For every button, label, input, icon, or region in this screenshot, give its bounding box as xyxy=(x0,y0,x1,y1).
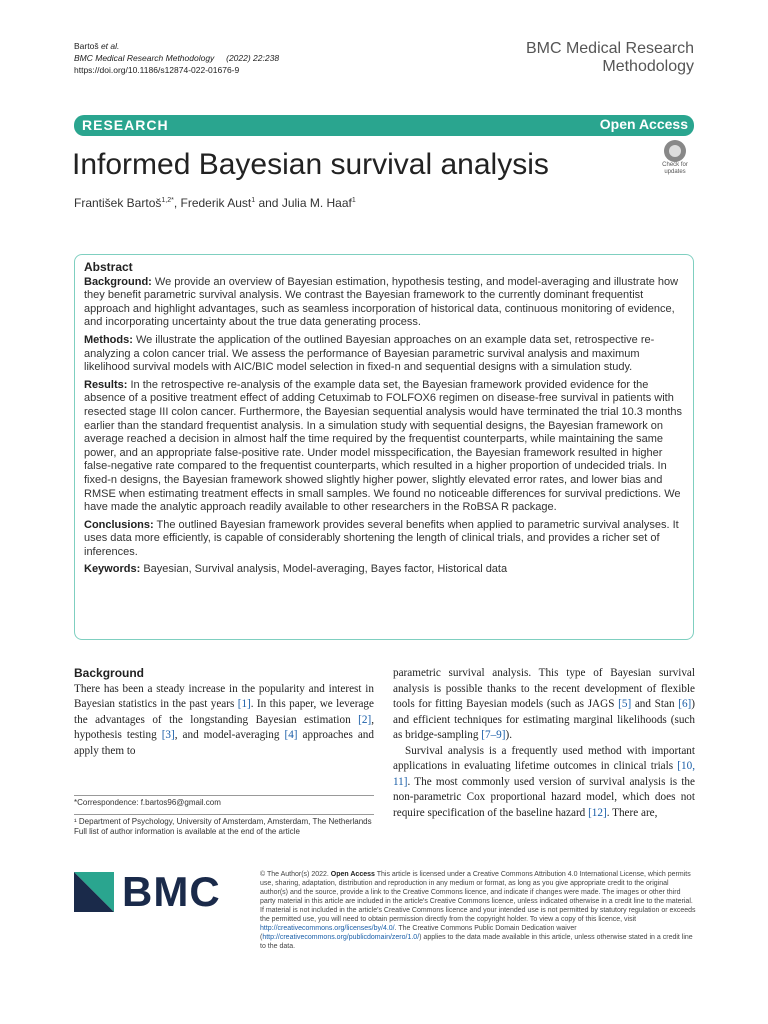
full-author-list-note: Full list of author information is available at the end of the article xyxy=(74,827,300,836)
text-run: . In this paper, we leverage the advantages of the longstanding Bayesian estimation xyxy=(74,698,374,726)
body-paragraph xyxy=(74,682,374,760)
brand-line1: BMC Medical Research xyxy=(525,40,694,57)
keywords-text: Bayesian, Survival analysis, Model-averaging, Bayes factor, Historical data xyxy=(143,563,508,576)
methods-text: We illustrate the application of the outlined Bayesian approaches on an example data set, retrospective re-analyzing a colon cancer trial. We assess the performance of Bayesian parametric survival analysis and maximum likelihood survival models with AIC/BIC model selection in fixed-n and sequential designs with a simulation study. xyxy=(84,333,655,374)
footnote-rule xyxy=(74,814,374,815)
citation-link[interactable]: [2] xyxy=(358,713,372,726)
article-type-label: RESEARCH xyxy=(82,117,169,133)
check-updates-line1: Check for xyxy=(662,162,688,168)
license-text: . The Creative Commons Public Domain Dedication waiver ( xyxy=(260,925,577,941)
background-text: We provide an overview of Bayesian estimation, hypothesis testing, and model-averaging and illustrate how they benefit parametric survival analysis. We contrast the Bayesian framework to the currently dominant frequentist approach and highlight advantages, such as seamless incorporation of historical data, continuous monitoring of evidence, and incorporating uncertainty about the true data generating process. xyxy=(84,275,679,329)
check-updates-line2: updates xyxy=(664,169,686,175)
citation-link[interactable]: [3] xyxy=(161,729,175,741)
year-volume: (2022) 22:238 xyxy=(226,53,280,63)
et-al: et al. xyxy=(100,41,120,51)
citation-link[interactable]: [6] xyxy=(678,698,692,710)
copyright-text: © The Author(s) 2022. xyxy=(260,871,331,878)
open-access-label: Open Access xyxy=(599,116,688,132)
keywords-label: Keywords: xyxy=(84,563,141,576)
abstract-methods xyxy=(84,334,684,375)
author-3[interactable]: and Julia M. Haaf xyxy=(255,196,352,210)
text-run: ) and efficient techniques for estimating marginal likelihoods (such as bridge-sampling xyxy=(393,698,696,741)
text-run: . The most commonly used version of survival analysis is the non-parametric Cox proportional hazard model, which does not require specification of the baseline hazard xyxy=(393,775,695,819)
text-run: , and model-averaging xyxy=(174,729,285,741)
background-label: Background: xyxy=(84,275,152,288)
section-heading-background: Background xyxy=(74,666,145,680)
check-for-updates-button[interactable] xyxy=(656,140,694,180)
citation-link[interactable]: [12] xyxy=(588,806,607,819)
conclusions-text: The outlined Bayesian framework provides several benefits when applied to parametric survival analyses. It uses data more efficiently, is capable of considerably shortening the length of clinical trials, and provides a richer set of inferences. xyxy=(84,518,679,558)
text-run: . There are, xyxy=(606,806,658,819)
conclusions-label: Conclusions: xyxy=(84,518,154,531)
license-link-by[interactable]: http://creativecommons.org/licenses/by/4.0/ xyxy=(260,925,395,932)
affiliation: ¹ Department of Psychology, University of Amsterdam, Amsterdam, The Netherlands xyxy=(74,816,372,826)
body-column-right xyxy=(393,666,695,821)
citation-link[interactable]: [10, 11] xyxy=(393,760,695,788)
abstract-background xyxy=(84,276,684,330)
article-type-banner xyxy=(74,115,694,136)
author-1-affil: 1,2* xyxy=(161,197,174,204)
abstract-box xyxy=(74,254,694,640)
bmc-logo-icon xyxy=(74,872,114,912)
text-run: There has been a steady increase in the popularity and interest in Bayesian statistics in the past years xyxy=(74,682,374,710)
citation-link[interactable]: [4] xyxy=(284,729,298,741)
citation-link[interactable]: [7–9] xyxy=(481,729,506,741)
text-run: Survival analysis is a frequently used method with important applications in evaluating lifetime outcomes in clinical trials xyxy=(393,744,695,772)
author-list xyxy=(74,196,356,210)
author-3-affil: 1 xyxy=(351,197,356,204)
citation-link[interactable]: [1] xyxy=(237,698,251,710)
license-notice xyxy=(260,870,696,951)
footnotes xyxy=(74,795,374,838)
author-1[interactable]: František Bartoš xyxy=(74,196,162,210)
license-text: ) applies to the data made available in this article, unless otherwise stated in a credit line to the data. xyxy=(260,934,693,950)
footnote-rule xyxy=(74,795,374,796)
abstract-heading: Abstract xyxy=(84,260,133,274)
check-updates-icon xyxy=(664,140,686,162)
results-text: In the retrospective re-analysis of the example data set, the Bayesian framework provided evidence for the absence of a positive treatment effect of adding Cetuximab to FOLFOX6 regimen on disease-free survival in patients with resected stage III colon cancer. Furthermore, the Bayesian sequential analysis would have terminated the trial 10.3 months earlier than the standard frequentist analysis. In a simulation study with sequential designs, the Bayesian framework on average reached a decision in almost half the time required by the frequentist counterparts, while maintaining the same power, and an appropriate false-positive rate. Under model misspecification, the Bayesian framework resulted in higher false-negative rate compared to the frequentist counterparts, which resulted in a higher proportion of undecided trials. In fixed-n designs, the Bayesian framework showed slightly higher power, slightly elevated error rates, and lower bias and RMSE when estimating treatment effects in small samples. We found no noticeable differences for survival predictions. We have made the analytic approach readily available to other researchers in the RoBSA R package. xyxy=(84,378,682,514)
correspondence: *Correspondence: f.bartos96@gmail.com xyxy=(74,798,221,807)
journal-brand xyxy=(526,40,694,76)
article-title: Informed Bayesian survival analysis xyxy=(72,148,549,181)
body-paragraph xyxy=(393,666,695,744)
text-run: , hypothesis testing xyxy=(74,713,374,741)
body-column-left xyxy=(74,666,374,759)
text-run: approaches and apply them to xyxy=(74,729,374,757)
text-run: ). xyxy=(505,729,513,741)
bmc-logo xyxy=(74,868,221,915)
citation-link[interactable]: [5] xyxy=(618,698,632,710)
abstract-results xyxy=(84,379,684,515)
abstract-keywords xyxy=(84,563,684,577)
bmc-wordmark: BMC xyxy=(122,868,221,915)
authors-short: Bartoš xyxy=(74,41,99,51)
brand-line2: Methodology xyxy=(602,58,694,75)
running-header xyxy=(74,40,279,76)
license-text: This article is licensed under a Creative Commons Attribution 4.0 International License, which permits use, sharing, adaptation, distribution and reproduction in any medium or format, as long as you give appropriate credit to the original author(s) and the source, provide a link to the Creative Commons licence, and indicate if changes were made. The images or other third party material in this article are included in the article's Creative Commons licence, unless indicated otherwise in a credit line to the material. If material is not included in the article's Creative Commons licence and your intended use is not permitted by statutory regulation or exceeds the permitted use, you will need to obtain permission directly from the copyright holder. To view a copy of this licence, visit xyxy=(260,871,696,923)
journal-name: BMC Medical Research Methodology xyxy=(74,53,215,63)
author-2-affil: 1 xyxy=(251,197,256,204)
doi-link[interactable]: https://doi.org/10.1186/s12874-022-01676-9 xyxy=(74,65,240,75)
abstract-conclusions xyxy=(84,519,684,560)
results-label: Results: xyxy=(84,378,128,391)
methods-label: Methods: xyxy=(84,333,133,346)
author-2[interactable]: , Frederik Aust xyxy=(173,196,252,210)
text-run: parametric survival analysis. This type of Bayesian survival analysis is possible thanks to the recent development of flexible tools for fitting Bayesian models (such as JAGS xyxy=(393,667,695,710)
license-open-access: Open Access xyxy=(330,871,375,878)
license-link-zero[interactable]: http://creativecommons.org/publicdomain/zero/1.0/ xyxy=(262,934,420,941)
text-run: and Stan xyxy=(631,698,679,710)
body-paragraph xyxy=(393,744,695,822)
